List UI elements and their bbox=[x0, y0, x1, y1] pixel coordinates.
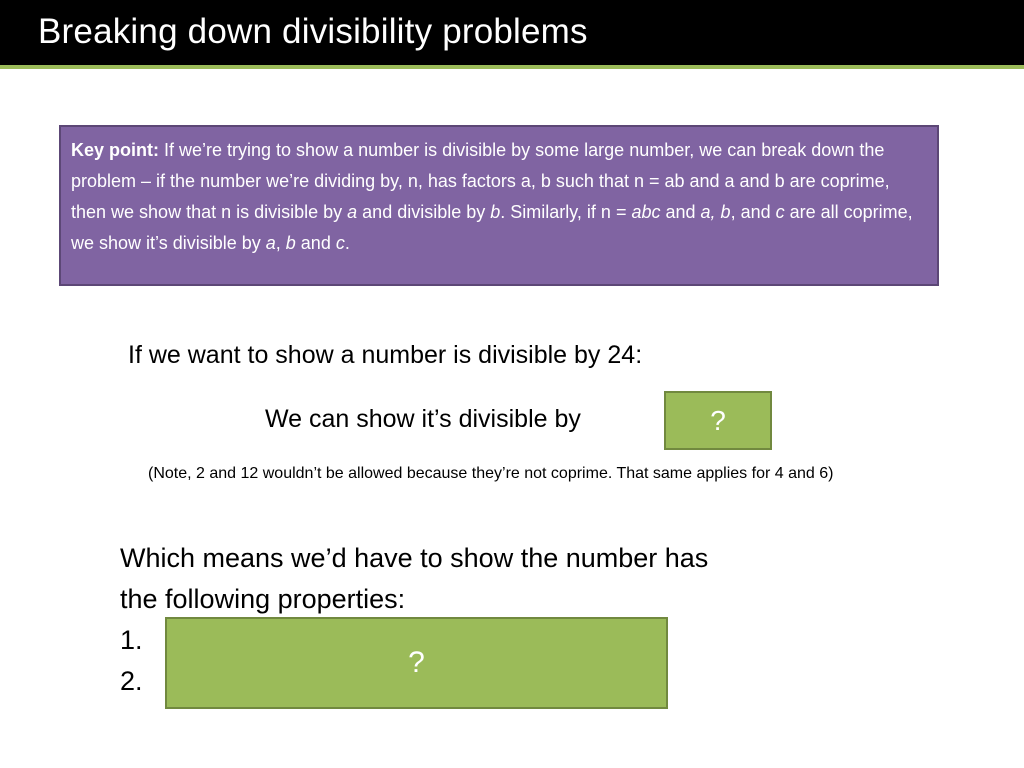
key-point-text: are all coprime, we show it’s divisible by bbox=[71, 202, 913, 253]
key-point-text: . Similarly, if n = bbox=[500, 202, 632, 222]
properties-line-2: the following properties: bbox=[120, 584, 406, 614]
key-point-label: Key point: bbox=[71, 140, 159, 160]
properties-line-1: Which means we’d have to show the number has bbox=[120, 543, 709, 573]
key-point-var: c bbox=[775, 202, 785, 222]
key-point-text: , bbox=[275, 233, 286, 253]
key-point-var: b bbox=[490, 202, 501, 222]
property-item-2: 2. bbox=[120, 666, 143, 696]
question-show-by: We can show it’s divisible by bbox=[265, 405, 581, 433]
question-intro: If we want to show a number is divisible by 24: bbox=[128, 341, 643, 369]
title-underline bbox=[0, 65, 1024, 69]
key-point-text: If we’re trying to show a number is divisible by some large number, we can break down the problem – if the number we’re dividing by, n, has factors a, b such that n = ab and a and b are coprime, then we show that n is divisible by bbox=[71, 140, 890, 222]
key-point-text: , and bbox=[730, 202, 776, 222]
key-point-var: a bbox=[347, 202, 358, 222]
key-point-text: . bbox=[344, 233, 350, 253]
property-item-1: 1. bbox=[120, 625, 143, 655]
key-point-var: b bbox=[285, 233, 296, 253]
key-point-var: abc bbox=[631, 202, 661, 222]
answer-reveal-button-1[interactable]: ? bbox=[664, 391, 772, 450]
key-point-var: c bbox=[335, 233, 345, 253]
key-point-box bbox=[59, 125, 939, 286]
slide-title: Breaking down divisibility problems bbox=[38, 12, 588, 51]
key-point-var: a bbox=[265, 233, 276, 253]
key-point-var: a, b bbox=[700, 202, 731, 222]
answer-reveal-button-2[interactable]: ? bbox=[165, 617, 668, 709]
key-point-text: and bbox=[295, 233, 336, 253]
key-point-text: and bbox=[660, 202, 701, 222]
coprime-note: (Note, 2 and 12 wouldn’t be allowed because they’re not coprime. That same applies for 4 and 6) bbox=[148, 465, 834, 482]
key-point-text: and divisible by bbox=[357, 202, 491, 222]
